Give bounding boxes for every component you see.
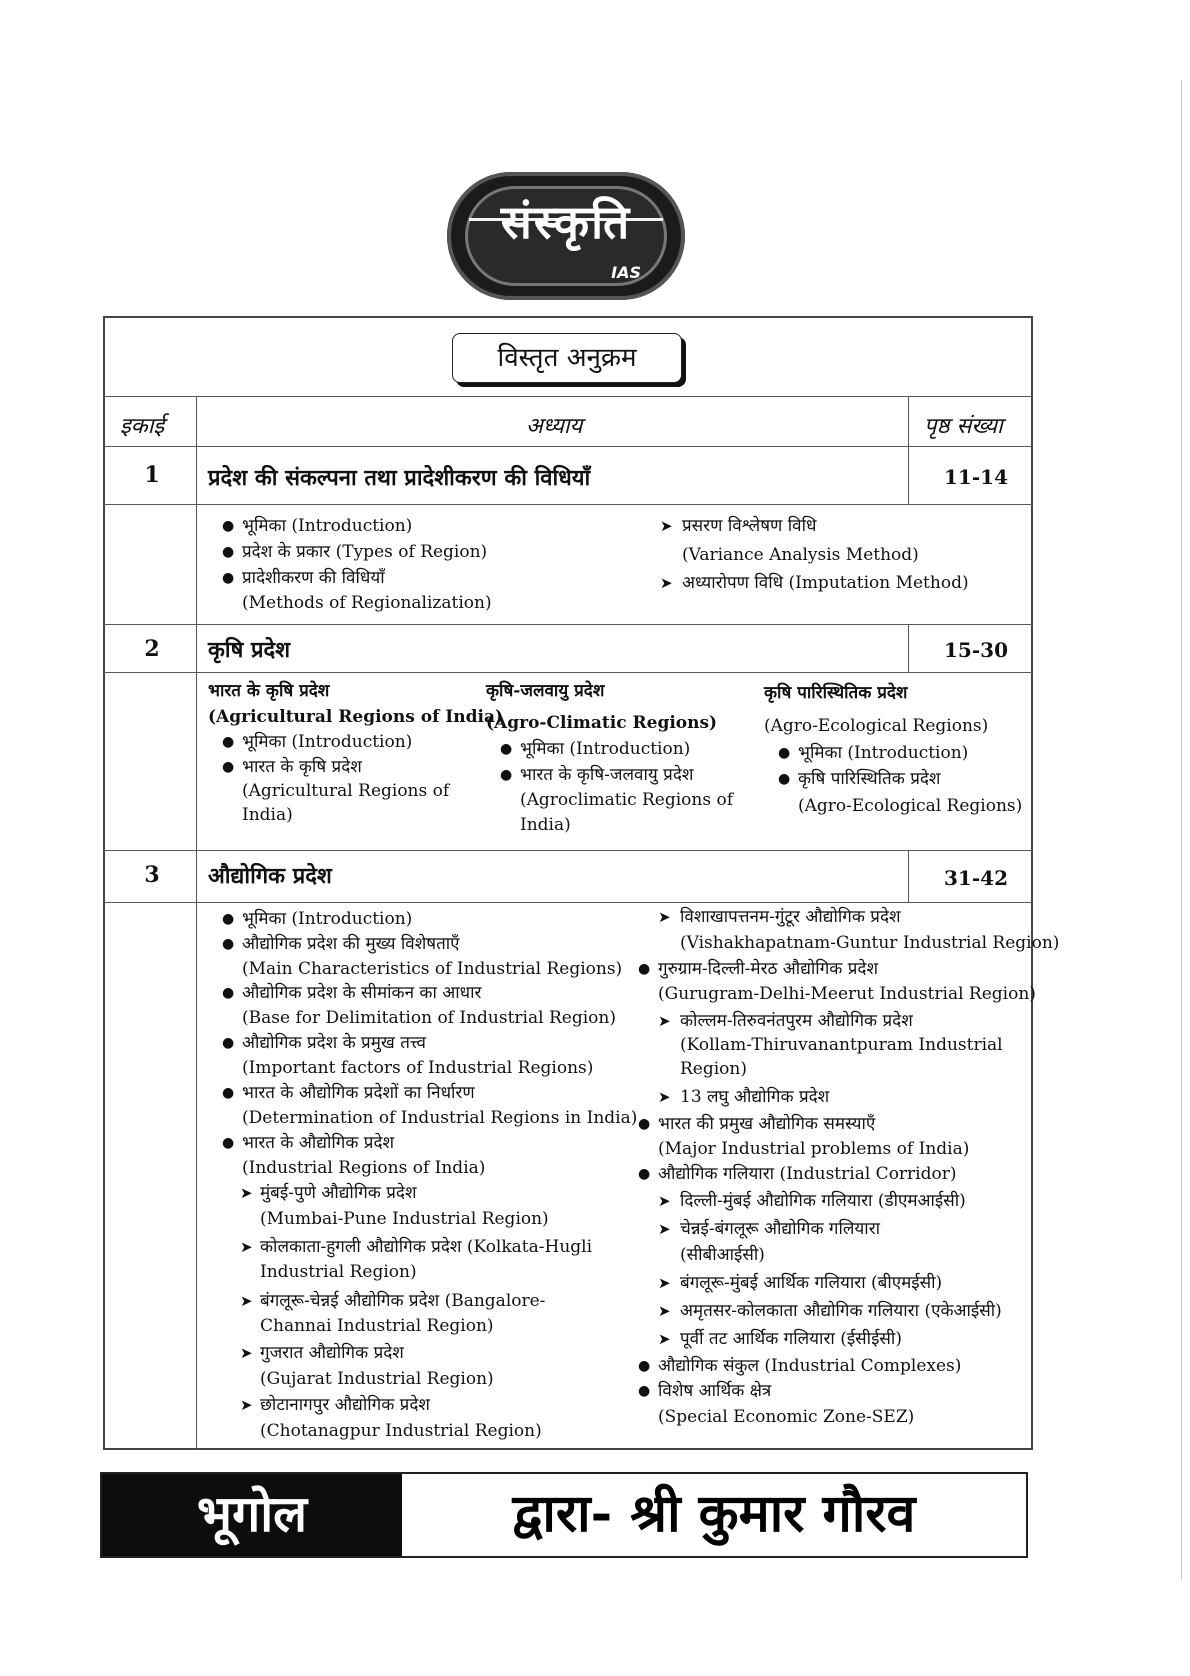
list-item: 13 लघु औद्योगिक प्रदेश xyxy=(680,1087,830,1107)
column-divider xyxy=(908,624,909,672)
logo-ias: IAS xyxy=(611,263,641,282)
bullet-icon: ● xyxy=(222,936,235,952)
list-item: (Industrial Regions of India) xyxy=(242,1158,486,1178)
row-divider xyxy=(103,396,1033,397)
row-divider xyxy=(103,850,1033,851)
list-item: (Chotanagpur Industrial Region) xyxy=(260,1421,542,1441)
list-item: (Agro-Ecological Regions) xyxy=(798,796,1023,816)
arrow-icon: ➤ xyxy=(660,574,673,592)
list-item: (Mumbai-Pune Industrial Region) xyxy=(260,1209,549,1229)
list-item: (Agroclimatic Regions of xyxy=(520,790,734,810)
arrow-icon: ➤ xyxy=(658,1192,671,1210)
list-item: औद्योगिक गलियारा (Industrial Corridor) xyxy=(658,1164,957,1184)
list-item: भूमिका (Introduction) xyxy=(242,516,413,536)
list-item: कोल्लम-तिरुवनंतपुरम औद्योगिक प्रदेश xyxy=(680,1011,913,1031)
list-item: बंगलूरू-चेन्नई औद्योगिक प्रदेश (Bangalore- xyxy=(260,1291,546,1311)
list-item: छोटानागपुर औद्योगिक प्रदेश xyxy=(260,1395,430,1415)
list-item: गुरुग्राम-दिल्ली-मेरठ औद्योगिक प्रदेश xyxy=(658,959,879,979)
section-subheading: (Agro-Climatic Regions) xyxy=(486,713,718,733)
arrow-icon: ➤ xyxy=(658,1012,671,1030)
list-item: पूर्वी तट आर्थिक गलियारा (ईसीईसी) xyxy=(680,1329,902,1349)
list-item: भूमिका (Introduction) xyxy=(242,909,413,929)
arrow-icon: ➤ xyxy=(240,1344,253,1362)
list-item: औद्योगिक प्रदेश के प्रमुख तत्त्व xyxy=(242,1033,426,1053)
section-subheading: (Agricultural Regions of India) xyxy=(208,707,504,727)
bullet-icon: ● xyxy=(500,767,513,783)
bullet-icon: ● xyxy=(638,1166,651,1182)
bullet-icon: ● xyxy=(222,1035,235,1051)
list-item: बंगलूरू-मुंबई आर्थिक गलियारा (बीएमईसी) xyxy=(680,1273,943,1293)
arrow-icon: ➤ xyxy=(240,1238,253,1256)
bullet-icon: ● xyxy=(500,741,513,757)
footer-banner xyxy=(100,1472,1028,1558)
chapter-title: कृषि प्रदेश xyxy=(208,637,291,663)
list-item: (Gujarat Industrial Region) xyxy=(260,1369,494,1389)
bullet-icon: ● xyxy=(222,544,235,560)
bullet-icon: ● xyxy=(638,1116,651,1132)
arrow-icon: ➤ xyxy=(658,1302,671,1320)
list-item: (Base for Delimitation of Industrial Region) xyxy=(242,1008,616,1028)
list-item: अमृतसर-कोलकाता औद्योगिक गलियारा (एकेआईसी) xyxy=(680,1301,1002,1321)
column-divider xyxy=(908,446,909,504)
page-range: 31-42 xyxy=(944,866,1008,890)
list-item: (Vishakhapatnam-Guntur Industrial Region) xyxy=(680,933,1060,953)
chapter-title: प्रदेश की संकल्पना तथा प्रादेशीकरण की विधियाँ xyxy=(208,465,591,491)
bullet-icon: ● xyxy=(222,1085,235,1101)
list-item: भूमिका (Introduction) xyxy=(520,739,691,759)
list-item: प्रसरण विश्लेषण विधि xyxy=(682,516,817,536)
column-divider xyxy=(196,396,197,1450)
list-item: औद्योगिक प्रदेश के सीमांकन का आधार xyxy=(242,983,482,1003)
bullet-icon: ● xyxy=(778,745,791,761)
bullet-icon: ● xyxy=(222,911,235,927)
list-item: प्रदेश के प्रकार (Types of Region) xyxy=(242,542,488,562)
row-divider xyxy=(103,902,1033,903)
page-range: 15-30 xyxy=(944,638,1008,662)
header-unit: इकाई xyxy=(120,414,165,439)
list-item: (Gurugram-Delhi-Meerut Industrial Region) xyxy=(658,984,1036,1004)
list-item: भारत की प्रमुख औद्योगिक समस्याएँ xyxy=(658,1114,876,1134)
list-item: औद्योगिक प्रदेश की मुख्य विशेषताएँ xyxy=(242,934,460,954)
list-item: Channai Industrial Region) xyxy=(260,1316,494,1336)
list-item: Industrial Region) xyxy=(260,1262,417,1282)
list-item: औद्योगिक संकुल (Industrial Complexes) xyxy=(658,1356,962,1376)
bullet-icon: ● xyxy=(778,771,791,787)
list-item: कृषि पारिस्थितिक प्रदेश xyxy=(798,769,941,789)
list-item: प्रादेशीकरण की विधियाँ xyxy=(242,568,385,588)
section-subheading: (Agro-Ecological Regions) xyxy=(764,716,989,736)
bullet-icon: ● xyxy=(222,985,235,1001)
bullet-icon: ● xyxy=(222,518,235,534)
list-item: India) xyxy=(520,815,571,835)
unit-number: 3 xyxy=(144,862,160,888)
list-item: मुंबई-पुणे औद्योगिक प्रदेश xyxy=(260,1183,417,1203)
author-label: द्वारा- श्री कुमार गौरव xyxy=(512,1483,916,1544)
logo-name: संस्कृति xyxy=(500,195,632,249)
chapter-title: औद्योगिक प्रदेश xyxy=(208,863,332,889)
unit-number: 2 xyxy=(144,636,160,662)
list-item: (Important factors of Industrial Regions) xyxy=(242,1058,594,1078)
page-range: 11-14 xyxy=(944,465,1008,489)
bullet-icon: ● xyxy=(638,961,651,977)
header-page: पृष्ठ संख्या xyxy=(924,414,1003,439)
header-chapter: अध्याय xyxy=(526,414,583,439)
list-item: (सीबीआईसी) xyxy=(680,1245,765,1265)
arrow-icon: ➤ xyxy=(660,517,673,535)
list-item: दिल्ली-मुंबई औद्योगिक गलियारा (डीएमआईसी) xyxy=(680,1191,966,1211)
list-item: भारत के औद्योगिक प्रदेशों का निर्धारण xyxy=(242,1083,475,1103)
bullet-icon: ● xyxy=(222,570,235,586)
list-item: (Main Characteristics of Industrial Regions) xyxy=(242,959,623,979)
contents-title: विस्तृत अनुक्रम xyxy=(452,333,682,383)
bullet-icon: ● xyxy=(638,1358,651,1374)
subject-label: भूगोल xyxy=(102,1474,402,1556)
arrow-icon: ➤ xyxy=(240,1184,253,1202)
list-item: (Kollam-Thiruvanantpuram Industrial xyxy=(680,1035,1003,1055)
list-item: (Determination of Industrial Regions in India) xyxy=(242,1108,638,1128)
page-edge-line xyxy=(1181,80,1182,1580)
row-divider xyxy=(103,672,1033,673)
list-item: भूमिका (Introduction) xyxy=(798,743,969,763)
list-item: गुजरात औद्योगिक प्रदेश xyxy=(260,1343,404,1363)
list-item: विशेष आर्थिक क्षेत्र xyxy=(658,1381,772,1401)
list-item: (Methods of Regionalization) xyxy=(242,593,492,613)
section-heading: कृषि-जलवायु प्रदेश xyxy=(486,681,605,701)
arrow-icon: ➤ xyxy=(658,1088,671,1106)
list-item: India) xyxy=(242,805,293,825)
column-divider xyxy=(908,850,909,902)
list-item: भारत के कृषि प्रदेश xyxy=(242,757,362,777)
list-item: भूमिका (Introduction) xyxy=(242,732,413,752)
arrow-icon: ➤ xyxy=(240,1396,253,1414)
list-item: चेन्नई-बंगलूरू औद्योगिक गलियारा xyxy=(680,1219,881,1239)
section-heading: कृषि पारिस्थितिक प्रदेश xyxy=(764,683,908,703)
list-item: भारत के कृषि-जलवायु प्रदेश xyxy=(520,765,694,785)
bullet-icon: ● xyxy=(638,1383,651,1399)
arrow-icon: ➤ xyxy=(658,1220,671,1238)
list-item: भारत के औद्योगिक प्रदेश xyxy=(242,1133,395,1153)
column-divider xyxy=(908,396,909,446)
bullet-icon: ● xyxy=(222,1135,235,1151)
list-item: Region) xyxy=(680,1059,747,1079)
bullet-icon: ● xyxy=(222,759,235,775)
row-divider xyxy=(103,446,1033,447)
unit-number: 1 xyxy=(144,462,160,488)
bullet-icon: ● xyxy=(222,734,235,750)
section-heading: भारत के कृषि प्रदेश xyxy=(208,681,330,701)
arrow-icon: ➤ xyxy=(658,1274,671,1292)
list-item: अध्यारोपण विधि (Imputation Method) xyxy=(682,573,969,593)
list-item: कोलकाता-हुगली औद्योगिक प्रदेश (Kolkata-Hugli xyxy=(260,1237,593,1257)
list-item: (Major Industrial problems of India) xyxy=(658,1139,970,1159)
sanskriti-ias-logo xyxy=(447,172,685,300)
row-divider xyxy=(103,504,1033,505)
arrow-icon: ➤ xyxy=(240,1292,253,1310)
list-item: (Variance Analysis Method) xyxy=(682,545,919,565)
arrow-icon: ➤ xyxy=(658,1330,671,1348)
list-item: (Special Economic Zone-SEZ) xyxy=(658,1407,915,1427)
list-item: विशाखापत्तनम-गुंटूर औद्योगिक प्रदेश xyxy=(680,907,901,927)
row-divider xyxy=(103,624,1033,625)
list-item: (Agricultural Regions of xyxy=(242,781,450,801)
arrow-icon: ➤ xyxy=(658,908,671,926)
